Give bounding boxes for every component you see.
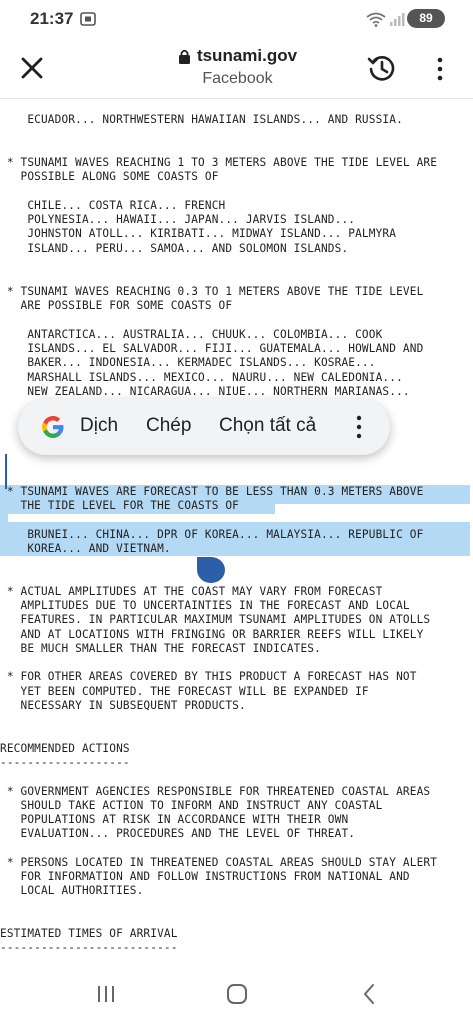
- text-line: * PERSONS LOCATED IN THREATENED COASTAL AREAS SHOULD STAY ALERT: [0, 856, 438, 869]
- text-line: POSSIBLE ALONG SOME COASTS OF: [0, 170, 219, 183]
- wifi-icon: [366, 12, 386, 27]
- url-text: tsunami.gov: [196, 46, 298, 65]
- text-line: AND AT LOCATIONS WITH FRINGING OR BARRIER REEFS WILL LIKELY: [0, 628, 424, 641]
- system-nav-bar: [0, 970, 473, 1024]
- text-line: AMPLITUDES DUE TO UNCERTAINTIES IN THE FORECAST AND LOCAL: [0, 599, 410, 612]
- section-heading: RECOMMENDED ACTIONS: [0, 742, 130, 755]
- url-area[interactable]: [150, 46, 325, 88]
- document-content: [0, 99, 473, 970]
- text-line: ISLANDS... EL SALVADOR... FIJI... GUATEMALA... HOWLAND AND: [0, 342, 424, 355]
- more-options-icon[interactable]: [354, 413, 364, 441]
- google-logo-icon: [40, 414, 66, 440]
- home-icon[interactable]: [226, 983, 248, 1005]
- text-line: SHOULD TAKE ACTION TO INFORM AND INSTRUCT ANY COASTAL: [0, 799, 383, 812]
- text-line: ANTARCTICA... AUSTRALIA... CHUUK... COLOMBIA... COOK: [0, 328, 383, 341]
- text-line: ECUADOR... NORTHWESTERN HAWAIIAN ISLANDS... AND RUSSIA.: [0, 113, 403, 126]
- section-divider: --------------------------: [0, 941, 178, 954]
- battery-indicator: [407, 9, 445, 28]
- status-bar: [0, 0, 473, 38]
- translate-button[interactable]: Dịch: [80, 415, 119, 436]
- text-line: * TSUNAMI WAVES REACHING 1 TO 3 METERS ABOVE THE TIDE LEVEL ARE: [0, 156, 438, 169]
- text-line: POPULATIONS AT RISK IN ACCORDANCE WITH THEIR OWN: [0, 813, 349, 826]
- text-line: FOR INFORMATION AND FOLLOW INSTRUCTIONS FROM NATIONAL AND: [0, 870, 410, 883]
- text-line: BRUNEI... CHINA... DPR OF KOREA... MALAYSIA... REPUBLIC OF: [0, 528, 424, 541]
- back-icon[interactable]: [362, 983, 376, 1005]
- text-line: ISLAND... PERU... SAMOA... AND SOLOMON ISLANDS.: [0, 242, 349, 255]
- toolbar-subtitle: Facebook: [202, 70, 273, 87]
- text-line: YET BEEN COMPUTED. THE FORECAST WILL BE EXPANDED IF: [0, 685, 369, 698]
- text-line: NECESSARY IN SUBSEQUENT PRODUCTS.: [0, 699, 246, 712]
- status-time: 21:37: [30, 9, 74, 28]
- text-line: * TSUNAMI WAVES REACHING 0.3 TO 1 METERS ABOVE THE TIDE LEVEL: [0, 285, 424, 298]
- text-line: LOCAL AUTHORITIES.: [0, 884, 144, 897]
- more-options-icon[interactable]: [430, 56, 450, 82]
- text-line: CHILE... COSTA RICA... FRENCH: [0, 199, 226, 212]
- text-line: THE TIDE LEVEL FOR THE COASTS OF: [0, 499, 240, 512]
- screen-record-icon: [80, 11, 96, 27]
- text-line: FEATURES. IN PARTICULAR MAXIMUM TSUNAMI AMPLITUDES ON ATOLLS: [0, 613, 431, 626]
- recent-apps-icon[interactable]: [96, 984, 116, 1004]
- text-line: KOREA... AND VIETNAM.: [0, 542, 171, 555]
- history-icon[interactable]: [366, 52, 398, 84]
- text-line: ARE POSSIBLE FOR SOME COASTS OF: [0, 299, 233, 312]
- copy-button[interactable]: Chép: [146, 415, 192, 436]
- text-line: * FOR OTHER AREAS COVERED BY THIS PRODUCT A FORECAST HAS NOT: [0, 670, 417, 683]
- battery-level: 89: [419, 11, 433, 25]
- text-line: * TSUNAMI WAVES ARE FORECAST TO BE LESS THAN 0.3 METERS ABOVE: [0, 485, 424, 498]
- selection-start-marker: [5, 454, 7, 489]
- text-line: EVALUATION... PROCEDURES AND THE LEVEL OF THREAT.: [0, 827, 356, 840]
- text-line: POLYNESIA... HAWAII... JAPAN... JARVIS ISLAND...: [0, 213, 356, 226]
- selection-highlight: [0, 514, 8, 522]
- text-line: BE MUCH SMALLER THAN THE FORECAST INDICATES.: [0, 642, 321, 655]
- text-line: * ACTUAL AMPLITUDES AT THE COAST MAY VARY FROM FORECAST: [0, 585, 383, 598]
- text-selection-toolbar: [18, 399, 390, 455]
- selection-end-handle[interactable]: [197, 557, 225, 583]
- text-line: NEW ZEALAND... NICARAGUA... NIUE... NORTHERN MARIANAS...: [0, 385, 410, 398]
- signal-icon: [389, 12, 405, 27]
- section-heading: ESTIMATED TIMES OF ARRIVAL: [0, 927, 178, 940]
- browser-toolbar: [0, 38, 473, 99]
- text-line: BAKER... INDONESIA... KERMADEC ISLANDS... KOSRAE...: [0, 356, 376, 369]
- text-line: JOHNSTON ATOLL... KIRIBATI... MIDWAY ISLAND... PALMYRA: [0, 227, 397, 240]
- close-icon[interactable]: [18, 54, 46, 82]
- lock-icon: [178, 49, 191, 64]
- text-line: * GOVERNMENT AGENCIES RESPONSIBLE FOR THREATENED COASTAL AREAS: [0, 785, 431, 798]
- select-all-button[interactable]: Chọn tất cả: [219, 415, 317, 436]
- text-line: MARSHALL ISLANDS... MEXICO... NAURU... NEW CALEDONIA...: [0, 371, 403, 384]
- section-divider: -------------------: [0, 756, 130, 769]
